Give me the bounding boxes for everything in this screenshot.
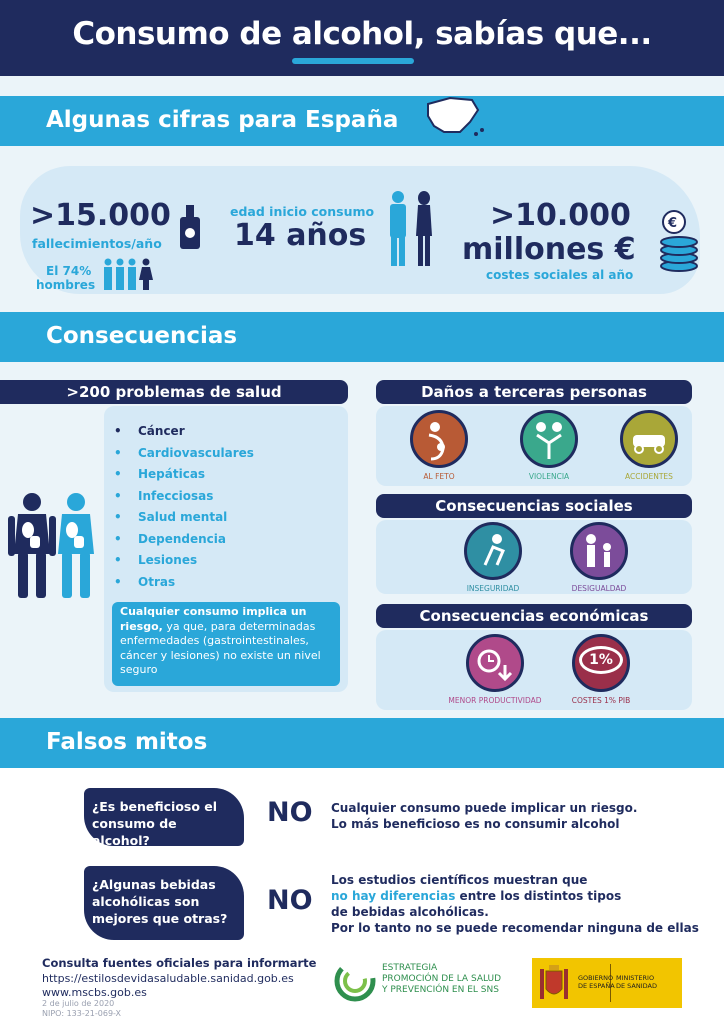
list-item: • Hepáticas xyxy=(138,467,254,489)
gobierno-logo xyxy=(532,958,682,1008)
health-problems-list xyxy=(138,424,254,596)
third-parties-title: Daños a terceras personas xyxy=(376,380,692,404)
page-header xyxy=(0,0,724,76)
myth-answer-2-line-4: Por lo tanto no se puede recomendar ninguna de ellas xyxy=(331,921,699,935)
inequality-caption: DESIGUALDAD xyxy=(571,584,627,593)
human-body-icon xyxy=(8,492,100,602)
coat-of-arms-icon xyxy=(538,963,570,1003)
ministerio-line-1: MINISTERIO xyxy=(616,974,655,982)
productivity-caption: MENOR PRODUCTIVIDAD xyxy=(448,696,542,705)
myth-answer-2-line-3: de bebidas alcohólicas. xyxy=(331,905,489,919)
list-item: • Cáncer xyxy=(138,424,254,446)
insecurity-caption: INSEGURIDAD xyxy=(466,584,520,593)
cifras-band xyxy=(0,96,724,146)
list-item: • Cardiovasculares xyxy=(138,446,254,468)
myth-answer-2-line-1: Los estudios científicos muestran que xyxy=(331,873,588,887)
myth-answer-no-2: NO xyxy=(267,885,313,916)
estrategia-logo-icon xyxy=(334,960,376,1002)
deaths-label: fallecimientos/año xyxy=(32,236,162,251)
estrategia-line-1: ESTRATEGIA xyxy=(382,963,438,973)
mitos-band xyxy=(0,718,724,768)
myth-answer-1-line-1: Cualquier consumo puede implicar un riesgo. xyxy=(331,801,638,815)
health-problems-title: >200 problemas de salud xyxy=(0,380,348,404)
myth-question-1: ¿Es beneficioso el consumo de alcohol? xyxy=(84,788,244,846)
gdp-icon xyxy=(572,634,630,692)
risk-callout-bold: Cualquier consumo implica un riesgo, xyxy=(120,605,307,633)
accident-icon xyxy=(620,410,678,468)
ministerio-line-2: DE SANIDAD xyxy=(616,982,657,990)
men-label: hombres xyxy=(36,278,96,292)
risk-callout xyxy=(112,602,340,686)
list-item: • Salud mental xyxy=(138,510,254,532)
fetus-icon xyxy=(410,410,468,468)
violence-caption: VIOLENCIA xyxy=(528,472,570,481)
economic-title: Consecuencias económicas xyxy=(376,604,692,628)
teenagers-icon xyxy=(382,190,442,268)
violence-icon xyxy=(520,410,578,468)
insecurity-icon xyxy=(464,522,522,580)
fetus-caption: AL FETO xyxy=(423,472,455,481)
men-percentage: El 74% xyxy=(46,264,92,278)
footer-date: 2 de julio de 2020 xyxy=(42,999,115,1008)
svg-text:€: € xyxy=(668,216,678,231)
age-value: 14 años xyxy=(234,218,367,253)
footer-consulta: Consulta fuentes oficiales para informarte xyxy=(42,956,317,970)
gobierno-line-2: DE ESPAÑA xyxy=(578,982,615,990)
cifras-heading: Algunas cifras para España xyxy=(46,107,399,133)
footer-url-2[interactable]: www.mscbs.gob.es xyxy=(42,986,147,999)
estrategia-line-2: PROMOCIÓN DE LA SALUD xyxy=(382,974,502,984)
consecuencias-band xyxy=(0,312,724,362)
footer-nipo: NIPO: 133-21-069-X xyxy=(42,1009,122,1018)
title-underline xyxy=(292,58,414,64)
gdp-caption: COSTES 1% PIB xyxy=(571,696,631,705)
myth-answer-1-line-2: Lo más beneficioso es no consumir alcohol xyxy=(331,817,620,831)
gobierno-line-1: GOBIERNO xyxy=(578,974,614,982)
age-label: edad inicio consumo xyxy=(230,204,375,219)
coins-icon xyxy=(656,210,702,272)
list-item: • Infecciosas xyxy=(138,489,254,511)
myth-answer-2-rest: entre los distintos tipos xyxy=(455,889,622,903)
deaths-value: >15.000 xyxy=(30,198,171,233)
estrategia-line-3: Y PREVENCIÓN EN EL SNS xyxy=(382,985,499,995)
page-title: Consumo de alcohol, sabías que... xyxy=(72,16,652,52)
mitos-heading: Falsos mitos xyxy=(46,729,208,755)
myth-answer-no-1: NO xyxy=(267,797,313,828)
gdp-badge: 1% xyxy=(579,646,623,674)
social-title: Consecuencias sociales xyxy=(376,494,692,518)
accident-caption: ACCIDENTES xyxy=(625,472,673,481)
myth-answer-2-line-2 xyxy=(331,888,621,905)
social-panel xyxy=(376,520,692,594)
productivity-icon xyxy=(466,634,524,692)
spain-map-icon xyxy=(420,92,490,142)
people-icon xyxy=(102,258,158,292)
alcohol-bottle-icon xyxy=(178,205,202,251)
cost-value-2: millones € xyxy=(462,232,636,267)
myth-question-2: ¿Algunas bebidas alcohólicas son mejores que otras? xyxy=(84,866,244,940)
cost-value-1: >10.000 xyxy=(490,198,631,233)
risk-callout-text: ya que, para determinadas enfermedades (gastrointestinales, cáncer y lesiones) no existe un nivel seguro xyxy=(120,619,321,676)
myth-answer-2-highlight: no hay diferencias xyxy=(331,889,456,903)
list-item: • Otras xyxy=(138,575,254,597)
cost-label: costes sociales al año xyxy=(486,268,634,282)
footer-url-1[interactable]: https://estilosdevidasaludable.sanidad.gob.es xyxy=(42,972,294,985)
list-item: • Lesiones xyxy=(138,553,254,575)
list-item: • Dependencia xyxy=(138,532,254,554)
consecuencias-heading: Consecuencias xyxy=(46,323,238,349)
inequality-icon xyxy=(570,522,628,580)
